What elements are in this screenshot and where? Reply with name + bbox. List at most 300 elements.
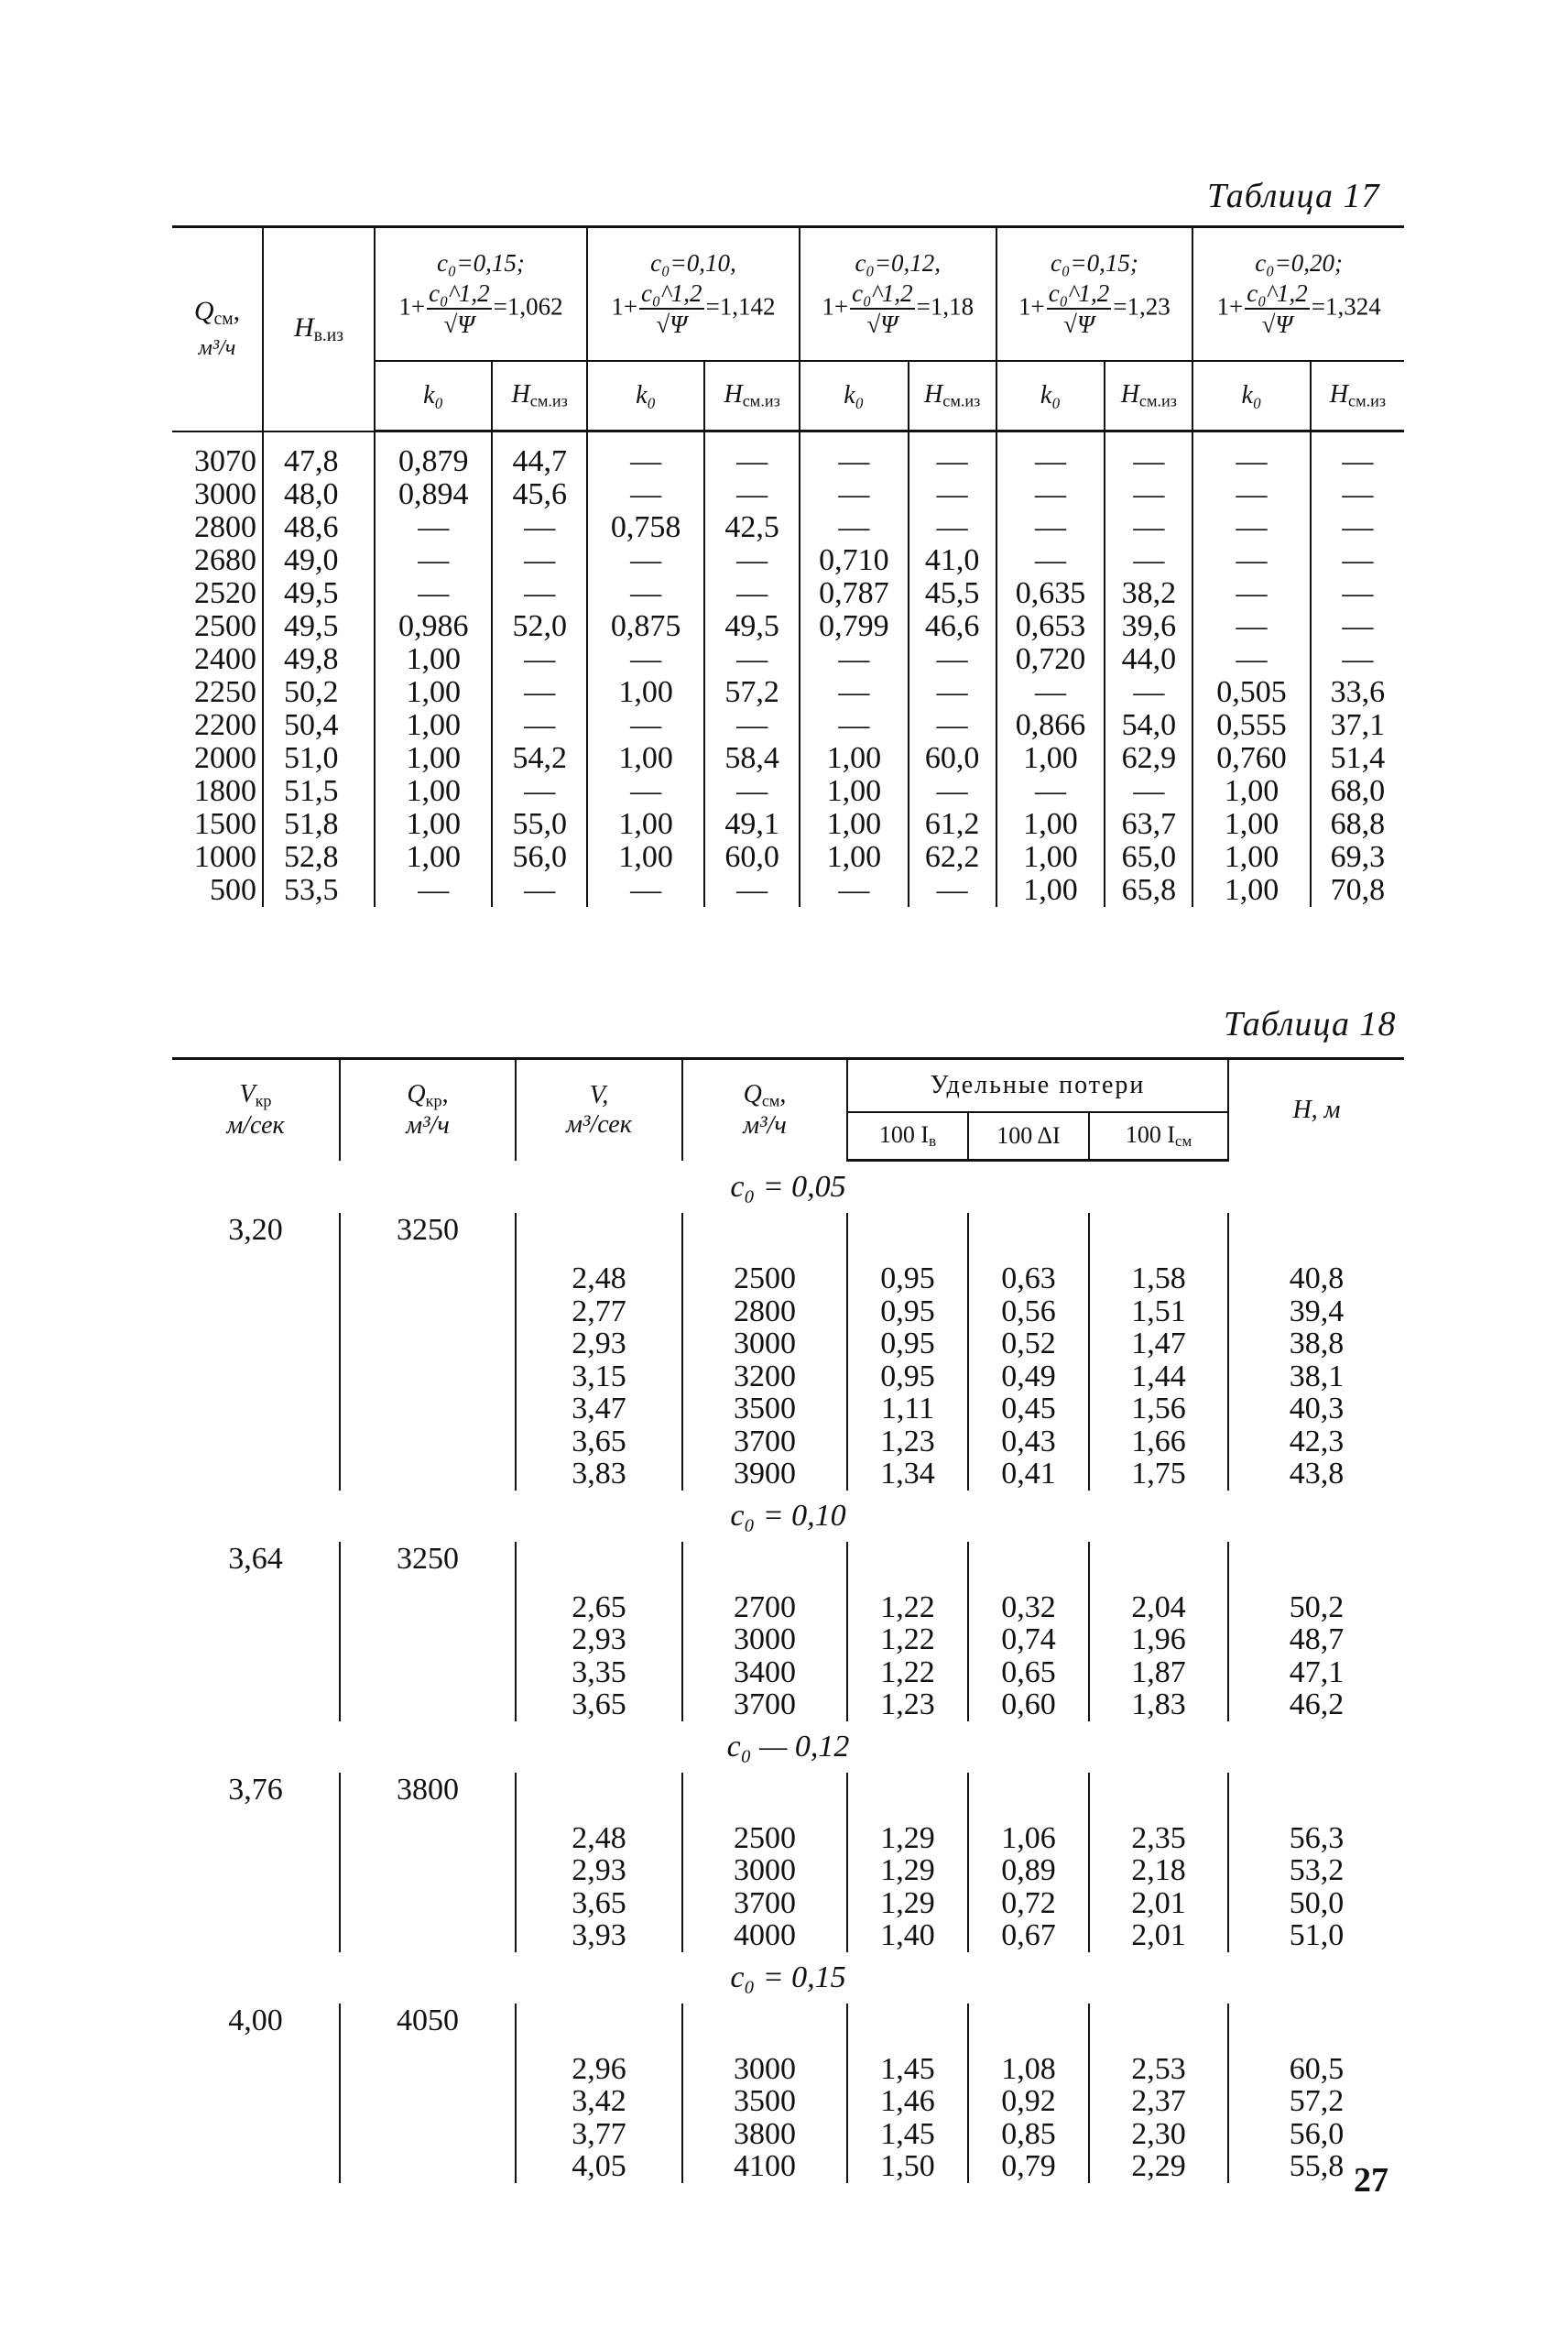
table-cell: 1,66 <box>1131 1424 1186 1458</box>
table-cell: — <box>936 873 968 907</box>
spacer-cell <box>847 1213 968 1262</box>
table-cell: 1,00 <box>826 774 882 808</box>
col-l3-sub: см <box>1174 1132 1192 1151</box>
table-cell: 1,46 <box>880 2084 935 2118</box>
spacer-cell <box>516 1213 682 1262</box>
table-cell: 1,08 <box>1001 2051 1056 2086</box>
sub-hsm-sub: см.из <box>942 391 981 410</box>
table-cell: — <box>1236 609 1268 643</box>
table-cell: — <box>1035 444 1066 478</box>
sub-k0-header: k₀ <box>1192 361 1311 431</box>
formula-lhs: 1+ <box>1216 292 1244 321</box>
table-cell: 2500 <box>194 608 256 643</box>
table-cell: 49,8 <box>284 641 339 676</box>
table-cell: — <box>524 510 556 544</box>
table-cell: 1500 <box>194 806 256 841</box>
table-cell: 3,42 <box>572 2084 626 2118</box>
spacer-cell <box>1089 1773 1228 1822</box>
table-cell: — <box>736 774 768 808</box>
table-cell: — <box>838 873 870 907</box>
col-l2-values <box>968 1262 1089 1491</box>
table-cell: 3,35 <box>572 1654 626 1689</box>
col-qsm-unit: м³/ч <box>743 1110 787 1140</box>
sub-hsm-symbol: H <box>724 380 743 410</box>
group-c0: c₀=0,15; <box>437 249 525 278</box>
col-h-header <box>263 227 375 431</box>
table-cell: 1,29 <box>880 1853 935 1887</box>
table-cell: 1,00 <box>406 774 461 808</box>
formula-rhs: =1,062 <box>493 292 563 321</box>
col-v-header <box>516 1059 682 1161</box>
sub-hsm-sub: см.из <box>1348 391 1387 410</box>
table-cell: 0,653 <box>1015 609 1086 643</box>
table-cell: 44,0 <box>1121 642 1177 676</box>
table-cell: 50,2 <box>1289 1589 1345 1624</box>
table-cell: 63,7 <box>1121 807 1177 841</box>
table-cell: 3900 <box>734 1457 796 1491</box>
formula-rhs: =1,142 <box>705 292 776 321</box>
table-cell: — <box>1133 543 1165 577</box>
table-cell: 2,30 <box>1131 2116 1186 2151</box>
table-cell: — <box>1133 675 1165 709</box>
table-cell: 2,01 <box>1131 1885 1186 1920</box>
table-cell: 1,45 <box>880 2116 935 2151</box>
table-cell: 60,5 <box>1289 2051 1345 2086</box>
table-cell: — <box>630 444 662 478</box>
table-cell: — <box>1236 543 1268 577</box>
table-cell: 0,92 <box>1001 2084 1056 2118</box>
spacer-cell <box>1089 1542 1228 1591</box>
spacer-cell <box>1228 1542 1404 1591</box>
table-cell: 2,37 <box>1131 2084 1186 2118</box>
sub-k0-header: k₀ <box>587 361 704 431</box>
table-cell: 50,0 <box>1289 1885 1345 1920</box>
table-cell: 1,00 <box>406 675 461 709</box>
spacer-cell <box>1228 2004 1404 2053</box>
table-cell: — <box>418 576 450 610</box>
table-cell: 56,0 <box>512 840 567 874</box>
group-c0: c₀=0,10, <box>650 249 736 278</box>
table-cell: 1,00 <box>826 840 882 874</box>
table-cell: 38,2 <box>1121 576 1177 610</box>
table-cell: 1,00 <box>1023 807 1078 841</box>
table-cell: — <box>1035 510 1066 544</box>
table-cell: 1,44 <box>1131 1359 1186 1393</box>
sub-hsm-header <box>909 361 996 431</box>
table-cell: 51,0 <box>1289 1918 1345 1952</box>
table-cell: 1,40 <box>880 1918 935 1952</box>
vkr-value: 3,20 <box>228 1213 283 1247</box>
col-v-symbol: V, <box>589 1080 609 1109</box>
page-number: 27 <box>1354 2161 1388 2200</box>
data-column <box>800 431 909 908</box>
spacer-cell <box>968 1773 1089 1822</box>
table-cell: 65,8 <box>1121 873 1177 907</box>
table-cell: 52,8 <box>284 839 339 874</box>
table-cell: 55,0 <box>512 807 567 841</box>
table-cell: 48,7 <box>1289 1622 1345 1656</box>
table-cell: — <box>936 477 968 511</box>
table-cell: — <box>630 642 662 676</box>
table-cell: 1,00 <box>406 708 461 742</box>
col-v-values <box>516 1591 682 1721</box>
table-cell: — <box>936 642 968 676</box>
col-l3-values <box>1089 1591 1228 1721</box>
formula-num: c₀^1,2 <box>427 278 492 310</box>
table-cell: — <box>838 708 870 742</box>
data-column <box>375 431 492 908</box>
table-cell: 61,2 <box>924 807 980 841</box>
qkr-value: 3800 <box>340 1773 516 1952</box>
col-qkr-symbol: Q <box>407 1079 426 1108</box>
table-cell: 0,799 <box>819 609 889 643</box>
table-cell: 48,6 <box>284 509 339 544</box>
table-cell: — <box>1236 576 1268 610</box>
table-cell: 0,65 <box>1001 1654 1056 1689</box>
table-cell: — <box>1342 510 1374 544</box>
table-cell: 4000 <box>734 1918 796 1952</box>
table-cell: 55,8 <box>1289 2149 1345 2183</box>
table-cell: 53,2 <box>1289 1853 1345 1887</box>
table-cell: 60,0 <box>924 741 980 775</box>
table-cell: 2,04 <box>1131 1589 1186 1624</box>
sub-k0-header: k₀ <box>996 361 1105 431</box>
table-cell: 54,0 <box>1121 708 1177 742</box>
table-cell: 39,6 <box>1121 609 1177 643</box>
table-cell: 0,85 <box>1001 2116 1056 2151</box>
table-cell: — <box>736 873 768 907</box>
table-cell: 0,95 <box>880 1294 935 1328</box>
table-17 <box>172 225 1404 907</box>
table-cell: 69,3 <box>1330 840 1386 874</box>
col-l2-header: 100 ΔI <box>968 1112 1089 1161</box>
group-c0: c₀=0,12, <box>855 249 942 278</box>
vkr-value: 3,64 <box>228 1541 283 1576</box>
spacer-cell <box>682 1773 847 1822</box>
table-cell: — <box>630 774 662 808</box>
col-l1-sub: в <box>929 1132 937 1151</box>
spacer-cell <box>1228 1773 1404 1822</box>
table-cell: 0,710 <box>819 543 889 577</box>
table-cell: 50,2 <box>284 674 339 709</box>
table-cell: 2250 <box>194 674 256 709</box>
spacer-cell <box>968 2004 1089 2053</box>
table-cell: 0,720 <box>1015 642 1086 676</box>
table-cell: — <box>736 477 768 511</box>
spacer-cell <box>968 1213 1089 1262</box>
table-cell: 46,2 <box>1289 1687 1345 1721</box>
col-q-header: $Q_{см}$, м³/ч <box>172 227 263 431</box>
table-cell: 1,00 <box>618 741 673 775</box>
table-cell: 0,60 <box>1001 1687 1056 1721</box>
table-cell: 1,83 <box>1131 1687 1186 1721</box>
col-l1-values <box>847 1262 968 1491</box>
table-cell: — <box>838 444 870 478</box>
vkr-value: 4,00 <box>228 2003 283 2037</box>
spacer-cell <box>847 1773 968 1822</box>
table-cell: 0,879 <box>397 444 469 478</box>
table-cell: 3,65 <box>572 1424 626 1458</box>
table-cell: 68,8 <box>1330 807 1386 841</box>
table-cell: 3800 <box>734 2116 796 2151</box>
table-cell: 50,4 <box>284 707 339 742</box>
table-cell: — <box>524 774 556 808</box>
table-cell: 56,3 <box>1289 1820 1345 1855</box>
table-cell: 60,0 <box>724 840 779 874</box>
table-cell: 0,95 <box>880 1261 935 1295</box>
table-cell: — <box>630 576 662 610</box>
table-cell: 1,75 <box>1131 1457 1186 1491</box>
table-cell: 49,5 <box>284 608 339 643</box>
table-cell: 3070 <box>194 443 256 478</box>
data-column <box>1192 431 1311 908</box>
col-h-values <box>1228 1822 1404 1952</box>
col-h-sub: в.из <box>313 325 343 345</box>
formula-den: √Ψ <box>443 311 475 339</box>
table-cell: 1,23 <box>880 1687 935 1721</box>
table-cell: 47,1 <box>1289 1654 1345 1689</box>
table-cell: 1,00 <box>406 642 461 676</box>
sub-hsm-symbol: H <box>511 380 530 410</box>
sub-k0-header: k₀ <box>375 361 492 431</box>
col-l1-header <box>847 1112 968 1161</box>
table-cell: 1,00 <box>618 807 673 841</box>
table-cell: 0,95 <box>880 1359 935 1393</box>
table-cell: 2800 <box>734 1294 796 1328</box>
table-cell: 3000 <box>734 1853 796 1887</box>
table-cell: 2,77 <box>572 1294 626 1328</box>
sub-hsm-header <box>1105 361 1192 431</box>
col-l1-values <box>847 1822 968 1952</box>
table-cell: 3000 <box>734 1622 796 1656</box>
table-cell: 1,96 <box>1131 1622 1186 1656</box>
table-cell: 0,760 <box>1216 741 1287 775</box>
table-cell: — <box>838 510 870 544</box>
table-cell: — <box>418 510 450 544</box>
table-cell: 0,555 <box>1216 708 1287 742</box>
table-cell: — <box>630 543 662 577</box>
table-cell: — <box>418 873 450 907</box>
table-cell: 0,63 <box>1001 1261 1056 1295</box>
table17-caption: Таблица 17 <box>1207 177 1380 215</box>
col-v-unit: м³/сек <box>566 1109 632 1139</box>
table-cell: 48,0 <box>284 476 339 511</box>
table-cell: 1,00 <box>406 840 461 874</box>
table-cell: 1,47 <box>1131 1327 1186 1360</box>
table-cell: 39,4 <box>1289 1294 1345 1328</box>
col-l3-values <box>1089 1822 1228 1952</box>
spacer-cell <box>682 1542 847 1591</box>
table-cell: — <box>1236 477 1268 511</box>
table-cell: 33,6 <box>1330 675 1386 709</box>
table-cell: — <box>838 675 870 709</box>
table-cell: 0,758 <box>610 510 681 544</box>
table-cell: — <box>936 444 968 478</box>
col-l2-values <box>968 1822 1089 1952</box>
formula-den: √Ψ <box>1063 311 1094 339</box>
col-h-values <box>1228 1591 1404 1721</box>
table-cell: 3000 <box>734 2051 796 2086</box>
sub-hsm-header <box>492 361 587 431</box>
table-cell: 0,89 <box>1001 1853 1056 1887</box>
table-cell: — <box>936 774 968 808</box>
table-cell: — <box>524 708 556 742</box>
col-q-sub: см <box>213 309 234 329</box>
table-cell: — <box>736 708 768 742</box>
table-cell: — <box>736 576 768 610</box>
table-cell: 2,93 <box>572 1327 626 1360</box>
formula-rhs: =1,23 <box>1113 292 1171 321</box>
table-cell: 1,00 <box>406 807 461 841</box>
group-header-5 <box>1192 227 1404 362</box>
table-cell: — <box>1342 543 1374 577</box>
table-cell: 2,93 <box>572 1853 626 1887</box>
col-q-values <box>682 2053 847 2183</box>
table-cell: 1,22 <box>880 1622 935 1656</box>
table-cell: 68,0 <box>1330 774 1386 808</box>
table-cell: — <box>630 477 662 511</box>
table-cell: 57,2 <box>1289 2084 1345 2118</box>
table-cell: — <box>1342 576 1374 610</box>
table-cell: 49,0 <box>284 542 339 577</box>
table-cell: 1,00 <box>1023 840 1078 874</box>
table-cell: 4,05 <box>572 2149 626 2183</box>
table-cell: 1,00 <box>618 675 673 709</box>
table-cell: — <box>524 675 556 709</box>
table-cell: 53,5 <box>284 872 339 907</box>
table-cell: 3,65 <box>572 1885 626 1920</box>
table-cell: 2800 <box>194 509 256 544</box>
table-cell: 3700 <box>734 1687 796 1721</box>
table-cell: 1,00 <box>406 741 461 775</box>
table-cell: 3000 <box>194 476 256 511</box>
table-cell: 49,5 <box>284 575 339 610</box>
table-cell: — <box>838 477 870 511</box>
table-cell: — <box>736 444 768 478</box>
sub-hsm-header <box>1311 361 1404 431</box>
table-cell: 45,5 <box>924 576 980 610</box>
losses-header: Удельные потери <box>847 1059 1228 1113</box>
col-q-symbol: Q <box>193 296 214 327</box>
table-cell: 1,23 <box>880 1424 935 1458</box>
table-cell: 2,48 <box>572 1261 626 1295</box>
table-cell: 2200 <box>194 707 256 742</box>
table-cell: 0,95 <box>880 1327 935 1360</box>
table-cell: 58,4 <box>724 741 779 775</box>
table-cell: 3,77 <box>572 2116 626 2151</box>
formula-den: √Ψ <box>1261 311 1293 339</box>
table-cell: — <box>1133 444 1165 478</box>
table-cell: 3,83 <box>572 1457 626 1491</box>
table-cell: 70,8 <box>1330 873 1386 907</box>
col-q-values <box>682 1591 847 1721</box>
table-cell: 65,0 <box>1121 840 1177 874</box>
table-cell: 1,22 <box>880 1654 935 1689</box>
col-l3-values <box>1089 1262 1228 1491</box>
col-l1-values <box>847 2053 968 2183</box>
col-vkr-header <box>172 1059 340 1161</box>
table-cell: 43,8 <box>1289 1457 1345 1491</box>
table-18 <box>172 1057 1404 2183</box>
table-cell: 1,00 <box>1023 873 1078 907</box>
formula-num: c₀^1,2 <box>850 278 915 310</box>
spacer-cell <box>968 1542 1089 1591</box>
table-cell: 46,6 <box>924 609 980 643</box>
qkr-value: 3250 <box>340 1213 516 1491</box>
table-cell: — <box>1133 477 1165 511</box>
table-cell: — <box>524 576 556 610</box>
table-cell: 3,65 <box>572 1687 626 1721</box>
table-cell: 1,00 <box>1224 873 1279 907</box>
sub-hsm-symbol: H <box>1329 380 1349 410</box>
table-cell: 0,74 <box>1001 1622 1056 1656</box>
table-cell: 1,45 <box>880 2051 935 2086</box>
table-cell: 2,93 <box>572 1622 626 1656</box>
table-cell: 51,0 <box>284 740 339 775</box>
table-cell: — <box>1035 543 1066 577</box>
table-cell: — <box>736 642 768 676</box>
sub-hsm-sub: см.из <box>529 391 568 410</box>
table-cell: 0,41 <box>1001 1457 1056 1491</box>
table-cell: 54,2 <box>512 741 567 775</box>
table-cell: 47,8 <box>284 443 339 478</box>
col-l3-label: 100 I <box>1125 1120 1175 1148</box>
table-cell: — <box>1342 444 1374 478</box>
group-c0-label: c₀ = 0,05 <box>730 1170 846 1204</box>
table-cell: 1,87 <box>1131 1654 1186 1689</box>
table-cell: 0,875 <box>610 609 681 643</box>
group-header-2 <box>587 227 800 362</box>
table-cell: 52,0 <box>512 609 567 643</box>
sub-hsm-symbol: H <box>924 380 943 410</box>
table-cell: 2,96 <box>572 2051 626 2086</box>
group-header-3 <box>800 227 996 362</box>
col-qkr-header: $Q_{кр}$, м³/ч <box>340 1059 516 1161</box>
col-l2-values <box>968 1591 1089 1721</box>
table-cell: — <box>936 675 968 709</box>
formula-num: c₀^1,2 <box>1245 278 1310 310</box>
spacer-cell <box>847 2004 968 2053</box>
table-cell: 0,49 <box>1001 1359 1056 1393</box>
table-cell: 4100 <box>734 2149 796 2183</box>
table-cell: 1,00 <box>826 807 882 841</box>
group-c0-label: c₀ = 0,15 <box>730 1960 846 1994</box>
table-cell: 51,8 <box>284 806 339 841</box>
data-column <box>909 431 996 908</box>
table-cell: 0,635 <box>1015 576 1086 610</box>
table-cell: 1,00 <box>1224 774 1279 808</box>
table-cell: 45,6 <box>512 477 567 511</box>
table-cell: 38,8 <box>1289 1327 1345 1360</box>
table-cell: 57,2 <box>724 675 779 709</box>
table-cell: 0,787 <box>819 576 889 610</box>
spacer-cell <box>847 1542 968 1591</box>
table-cell: — <box>1236 642 1268 676</box>
sub-hsm-symbol: H <box>1120 380 1139 410</box>
table-cell: — <box>736 543 768 577</box>
table-cell: — <box>630 873 662 907</box>
table-cell: — <box>1035 675 1066 709</box>
data-column <box>1105 431 1192 908</box>
table-cell: 0,505 <box>1216 675 1287 709</box>
table-cell: 0,866 <box>1015 708 1086 742</box>
sub-hsm-header <box>704 361 800 431</box>
table-cell: 41,0 <box>924 543 980 577</box>
table-cell: — <box>1236 444 1268 478</box>
spacer-cell <box>516 1773 682 1822</box>
data-column <box>996 431 1105 908</box>
col-q-values <box>172 431 263 908</box>
